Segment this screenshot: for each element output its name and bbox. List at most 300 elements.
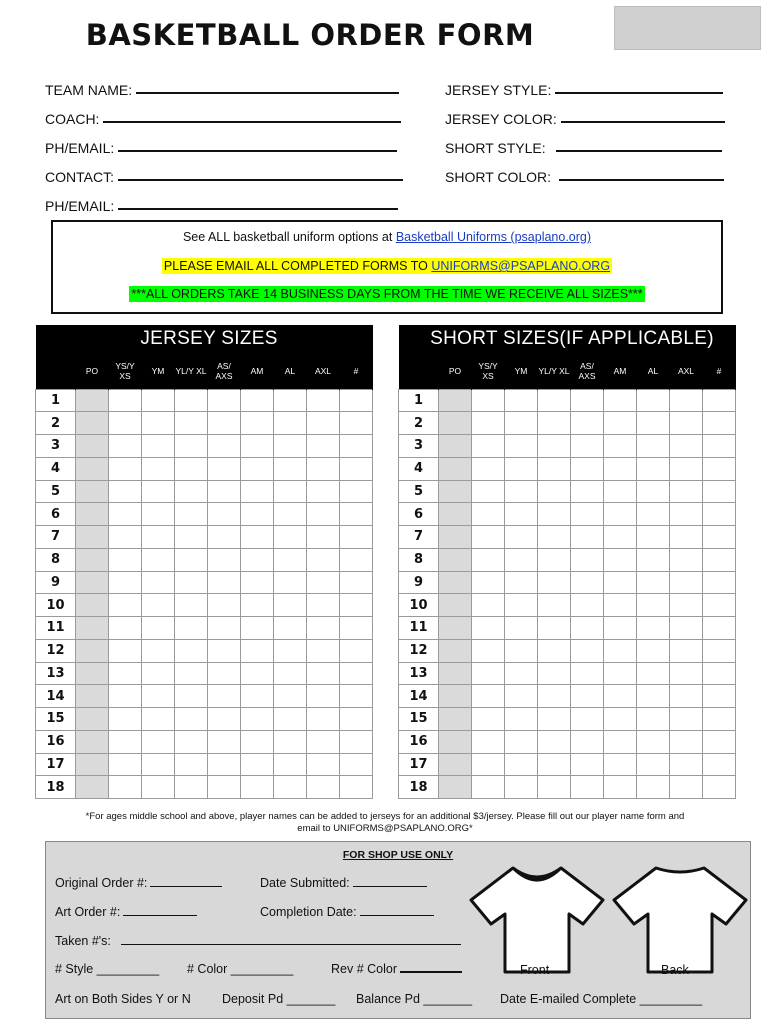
jersey-size-cell[interactable] [142, 730, 175, 753]
contact-ph-email-field[interactable]: PH/EMAIL: [45, 198, 398, 214]
short-size-cell[interactable] [538, 457, 571, 480]
short-size-cell[interactable] [637, 571, 670, 594]
date-submitted-field[interactable]: Date Submitted: [260, 876, 427, 890]
short-size-cell[interactable] [505, 503, 538, 526]
jersey-size-cell[interactable] [241, 571, 274, 594]
short-size-cell[interactable] [637, 730, 670, 753]
jersey-color-field[interactable]: JERSEY COLOR: [445, 111, 725, 127]
jersey-size-cell[interactable] [307, 389, 340, 412]
jersey-size-cell[interactable] [76, 708, 109, 731]
short-size-cell[interactable] [538, 594, 571, 617]
short-size-cell[interactable] [637, 457, 670, 480]
jersey-size-cell[interactable] [208, 662, 241, 685]
short-size-cell[interactable] [538, 776, 571, 799]
short-color-field[interactable]: SHORT COLOR: [445, 169, 724, 185]
short-size-cell[interactable] [670, 617, 703, 640]
short-size-cell[interactable] [439, 753, 472, 776]
jersey-size-cell[interactable] [76, 480, 109, 503]
short-size-cell[interactable] [505, 685, 538, 708]
short-size-cell[interactable] [703, 639, 736, 662]
short-size-cell[interactable] [703, 526, 736, 549]
short-size-cell[interactable] [439, 776, 472, 799]
jersey-size-cell[interactable] [76, 412, 109, 435]
short-size-cell[interactable] [670, 594, 703, 617]
short-size-cell[interactable] [538, 685, 571, 708]
short-size-cell[interactable] [637, 548, 670, 571]
short-size-cell[interactable] [538, 412, 571, 435]
uniforms-link[interactable]: Basketball Uniforms (psaplano.org) [395, 230, 592, 244]
jersey-size-cell[interactable] [208, 412, 241, 435]
jersey-size-cell[interactable] [274, 571, 307, 594]
jersey-size-cell[interactable] [142, 753, 175, 776]
short-size-cell[interactable] [439, 639, 472, 662]
jersey-size-cell[interactable] [274, 548, 307, 571]
short-size-cell[interactable] [505, 730, 538, 753]
short-size-cell[interactable] [604, 480, 637, 503]
jersey-size-cell[interactable] [241, 389, 274, 412]
jersey-size-cell[interactable] [142, 662, 175, 685]
short-size-cell[interactable] [670, 753, 703, 776]
short-size-cell[interactable] [538, 526, 571, 549]
short-size-cell[interactable] [472, 639, 505, 662]
jersey-size-cell[interactable] [208, 753, 241, 776]
jersey-size-cell[interactable] [274, 389, 307, 412]
short-size-cell[interactable] [604, 662, 637, 685]
jersey-size-cell[interactable] [142, 548, 175, 571]
short-size-cell[interactable] [571, 389, 604, 412]
short-size-cell[interactable] [571, 617, 604, 640]
jersey-size-cell[interactable] [76, 503, 109, 526]
short-size-cell[interactable] [472, 730, 505, 753]
short-size-cell[interactable] [670, 776, 703, 799]
jersey-size-cell[interactable] [274, 526, 307, 549]
short-size-cell[interactable] [703, 548, 736, 571]
short-size-cell[interactable] [637, 685, 670, 708]
jersey-size-cell[interactable] [208, 389, 241, 412]
jersey-size-cell[interactable] [307, 685, 340, 708]
short-size-cell[interactable] [571, 662, 604, 685]
jersey-size-cell[interactable] [274, 685, 307, 708]
jersey-size-cell[interactable] [175, 730, 208, 753]
jersey-size-cell[interactable] [208, 457, 241, 480]
jersey-size-cell[interactable] [274, 617, 307, 640]
short-size-cell[interactable] [538, 639, 571, 662]
short-size-cell[interactable] [670, 389, 703, 412]
jersey-size-cell[interactable] [175, 708, 208, 731]
jersey-size-cell[interactable] [109, 662, 142, 685]
short-size-cell[interactable] [637, 617, 670, 640]
jersey-size-cell[interactable] [76, 776, 109, 799]
jersey-style-field[interactable]: JERSEY STYLE: [445, 82, 723, 98]
short-size-cell[interactable] [604, 548, 637, 571]
jersey-size-cell[interactable] [208, 594, 241, 617]
jersey-size-cell[interactable] [109, 435, 142, 458]
taken-numbers-field[interactable]: Taken #'s: [55, 934, 461, 948]
jersey-size-cell[interactable] [109, 457, 142, 480]
short-size-cell[interactable] [538, 753, 571, 776]
short-size-cell[interactable] [505, 753, 538, 776]
jersey-size-cell[interactable] [208, 548, 241, 571]
jersey-size-cell[interactable] [142, 639, 175, 662]
art-both-sides-field[interactable]: Art on Both Sides Y or N [55, 992, 191, 1006]
jersey-size-cell[interactable] [208, 480, 241, 503]
short-size-cell[interactable] [604, 685, 637, 708]
jersey-size-cell[interactable] [241, 730, 274, 753]
jersey-size-cell[interactable] [208, 435, 241, 458]
jersey-size-cell[interactable] [175, 685, 208, 708]
short-size-cell[interactable] [439, 662, 472, 685]
jersey-size-cell[interactable] [340, 662, 373, 685]
original-order-field[interactable]: Original Order #: [55, 876, 222, 890]
short-size-cell[interactable] [670, 685, 703, 708]
jersey-size-cell[interactable] [175, 571, 208, 594]
short-size-cell[interactable] [505, 412, 538, 435]
jersey-size-cell[interactable] [274, 435, 307, 458]
short-size-cell[interactable] [472, 412, 505, 435]
short-size-cell[interactable] [703, 776, 736, 799]
short-size-cell[interactable] [637, 526, 670, 549]
short-size-cell[interactable] [439, 389, 472, 412]
short-size-cell[interactable] [637, 389, 670, 412]
jersey-size-cell[interactable] [109, 776, 142, 799]
short-size-cell[interactable] [538, 503, 571, 526]
jersey-size-cell[interactable] [274, 662, 307, 685]
jersey-size-cell[interactable] [208, 617, 241, 640]
jersey-size-cell[interactable] [241, 639, 274, 662]
short-size-cell[interactable] [571, 571, 604, 594]
jersey-size-cell[interactable] [241, 435, 274, 458]
jersey-size-cell[interactable] [142, 708, 175, 731]
short-style-field[interactable]: SHORT STYLE: [445, 140, 722, 156]
short-size-cell[interactable] [538, 435, 571, 458]
date-emailed-field[interactable]: Date E-mailed Complete _________ [500, 992, 703, 1006]
short-size-cell[interactable] [670, 457, 703, 480]
jersey-size-cell[interactable] [109, 526, 142, 549]
short-size-cell[interactable] [505, 480, 538, 503]
short-size-cell[interactable] [439, 708, 472, 731]
jersey-size-cell[interactable] [109, 480, 142, 503]
short-size-cell[interactable] [472, 594, 505, 617]
jersey-size-cell[interactable] [241, 617, 274, 640]
short-size-cell[interactable] [670, 503, 703, 526]
jersey-size-cell[interactable] [208, 571, 241, 594]
coach-ph-email-field[interactable]: PH/EMAIL: [45, 140, 397, 156]
short-size-cell[interactable] [571, 503, 604, 526]
jersey-size-cell[interactable] [109, 548, 142, 571]
jersey-size-cell[interactable] [142, 389, 175, 412]
short-size-cell[interactable] [538, 548, 571, 571]
jersey-size-cell[interactable] [241, 526, 274, 549]
jersey-size-cell[interactable] [274, 480, 307, 503]
jersey-size-cell[interactable] [274, 457, 307, 480]
short-size-cell[interactable] [703, 435, 736, 458]
short-size-cell[interactable] [670, 708, 703, 731]
jersey-size-cell[interactable] [175, 480, 208, 503]
jersey-size-cell[interactable] [76, 685, 109, 708]
jersey-size-cell[interactable] [274, 639, 307, 662]
short-size-cell[interactable] [538, 480, 571, 503]
jersey-size-cell[interactable] [208, 639, 241, 662]
color-field[interactable]: # Color _________ [187, 962, 294, 976]
jersey-size-cell[interactable] [241, 753, 274, 776]
jersey-size-cell[interactable] [175, 412, 208, 435]
jersey-size-cell[interactable] [340, 730, 373, 753]
jersey-size-cell[interactable] [142, 776, 175, 799]
jersey-size-cell[interactable] [175, 526, 208, 549]
team-name-field[interactable]: TEAM NAME: [45, 82, 399, 98]
jersey-size-cell[interactable] [109, 412, 142, 435]
jersey-size-cell[interactable] [208, 730, 241, 753]
jersey-size-cell[interactable] [208, 708, 241, 731]
short-size-cell[interactable] [505, 594, 538, 617]
jersey-size-cell[interactable] [208, 685, 241, 708]
jersey-size-cell[interactable] [109, 753, 142, 776]
short-size-cell[interactable] [703, 457, 736, 480]
jersey-size-cell[interactable] [76, 457, 109, 480]
jersey-size-cell[interactable] [142, 435, 175, 458]
jersey-size-cell[interactable] [241, 548, 274, 571]
jersey-size-cell[interactable] [76, 435, 109, 458]
jersey-size-cell[interactable] [76, 730, 109, 753]
short-size-cell[interactable] [505, 708, 538, 731]
jersey-size-cell[interactable] [76, 389, 109, 412]
short-size-cell[interactable] [439, 503, 472, 526]
jersey-size-cell[interactable] [340, 503, 373, 526]
jersey-size-cell[interactable] [142, 526, 175, 549]
short-size-cell[interactable] [637, 776, 670, 799]
short-size-cell[interactable] [703, 617, 736, 640]
short-size-cell[interactable] [505, 662, 538, 685]
jersey-size-cell[interactable] [340, 776, 373, 799]
short-size-cell[interactable] [703, 412, 736, 435]
short-size-cell[interactable] [439, 548, 472, 571]
short-size-cell[interactable] [670, 526, 703, 549]
short-size-cell[interactable] [703, 389, 736, 412]
rev-color-field[interactable]: Rev # Color [331, 962, 462, 976]
jersey-size-cell[interactable] [340, 389, 373, 412]
coach-field[interactable]: COACH: [45, 111, 401, 127]
short-size-cell[interactable] [604, 594, 637, 617]
jersey-size-cell[interactable] [76, 526, 109, 549]
short-size-cell[interactable] [571, 480, 604, 503]
short-size-cell[interactable] [505, 548, 538, 571]
short-size-cell[interactable] [538, 617, 571, 640]
jersey-size-cell[interactable] [175, 503, 208, 526]
short-size-cell[interactable] [604, 435, 637, 458]
short-size-cell[interactable] [703, 730, 736, 753]
short-size-cell[interactable] [439, 457, 472, 480]
jersey-size-cell[interactable] [307, 730, 340, 753]
short-size-cell[interactable] [439, 730, 472, 753]
short-size-cell[interactable] [505, 639, 538, 662]
jersey-size-cell[interactable] [175, 594, 208, 617]
short-size-cell[interactable] [571, 412, 604, 435]
short-size-cell[interactable] [703, 753, 736, 776]
short-size-cell[interactable] [571, 685, 604, 708]
jersey-size-cell[interactable] [340, 548, 373, 571]
jersey-size-cell[interactable] [241, 503, 274, 526]
jersey-size-cell[interactable] [76, 662, 109, 685]
jersey-size-cell[interactable] [274, 594, 307, 617]
short-size-cell[interactable] [703, 708, 736, 731]
jersey-size-cell[interactable] [274, 503, 307, 526]
jersey-size-cell[interactable] [274, 753, 307, 776]
jersey-size-cell[interactable] [307, 503, 340, 526]
short-size-cell[interactable] [472, 435, 505, 458]
short-size-cell[interactable] [571, 730, 604, 753]
short-size-cell[interactable] [472, 457, 505, 480]
jersey-size-cell[interactable] [307, 548, 340, 571]
jersey-size-cell[interactable] [241, 457, 274, 480]
short-size-cell[interactable] [637, 503, 670, 526]
short-size-cell[interactable] [703, 594, 736, 617]
short-size-cell[interactable] [703, 480, 736, 503]
short-size-cell[interactable] [472, 662, 505, 685]
jersey-size-cell[interactable] [175, 617, 208, 640]
short-size-cell[interactable] [472, 548, 505, 571]
email-link[interactable]: UNIFORMS@PSAPLANO.ORG [431, 259, 611, 273]
jersey-size-cell[interactable] [241, 685, 274, 708]
short-size-cell[interactable] [571, 435, 604, 458]
short-size-cell[interactable] [571, 708, 604, 731]
short-size-cell[interactable] [637, 412, 670, 435]
short-size-cell[interactable] [505, 776, 538, 799]
jersey-size-cell[interactable] [142, 594, 175, 617]
jersey-size-cell[interactable] [175, 457, 208, 480]
jersey-size-cell[interactable] [175, 753, 208, 776]
jersey-size-cell[interactable] [142, 503, 175, 526]
jersey-size-cell[interactable] [208, 776, 241, 799]
jersey-size-cell[interactable] [307, 639, 340, 662]
short-size-cell[interactable] [505, 389, 538, 412]
jersey-size-cell[interactable] [241, 776, 274, 799]
jersey-size-cell[interactable] [175, 662, 208, 685]
jersey-size-cell[interactable] [274, 776, 307, 799]
short-size-cell[interactable] [472, 708, 505, 731]
jersey-size-cell[interactable] [109, 639, 142, 662]
jersey-size-cell[interactable] [274, 730, 307, 753]
jersey-size-cell[interactable] [142, 685, 175, 708]
jersey-size-cell[interactable] [241, 412, 274, 435]
jersey-size-cell[interactable] [307, 480, 340, 503]
short-size-cell[interactable] [670, 639, 703, 662]
jersey-size-cell[interactable] [241, 594, 274, 617]
short-size-cell[interactable] [604, 730, 637, 753]
short-size-cell[interactable] [637, 708, 670, 731]
short-size-cell[interactable] [571, 639, 604, 662]
jersey-size-cell[interactable] [340, 617, 373, 640]
short-size-cell[interactable] [472, 571, 505, 594]
jersey-size-cell[interactable] [340, 594, 373, 617]
jersey-size-cell[interactable] [175, 548, 208, 571]
short-size-cell[interactable] [571, 548, 604, 571]
short-size-cell[interactable] [637, 662, 670, 685]
jersey-size-cell[interactable] [175, 435, 208, 458]
jersey-size-cell[interactable] [340, 412, 373, 435]
short-size-cell[interactable] [670, 662, 703, 685]
jersey-size-cell[interactable] [340, 753, 373, 776]
balance-field[interactable]: Balance Pd _______ [356, 992, 473, 1006]
jersey-size-cell[interactable] [76, 594, 109, 617]
contact-field[interactable]: CONTACT: [45, 169, 403, 185]
jersey-size-cell[interactable] [208, 526, 241, 549]
short-size-cell[interactable] [670, 435, 703, 458]
jersey-size-cell[interactable] [109, 617, 142, 640]
jersey-size-cell[interactable] [340, 685, 373, 708]
jersey-size-cell[interactable] [307, 435, 340, 458]
short-size-cell[interactable] [571, 753, 604, 776]
jersey-size-cell[interactable] [76, 639, 109, 662]
short-size-cell[interactable] [670, 730, 703, 753]
short-size-cell[interactable] [604, 389, 637, 412]
style-field[interactable]: # Style _________ [55, 962, 160, 976]
short-size-cell[interactable] [472, 526, 505, 549]
jersey-size-cell[interactable] [274, 412, 307, 435]
jersey-size-cell[interactable] [307, 776, 340, 799]
short-size-cell[interactable] [604, 571, 637, 594]
jersey-size-cell[interactable] [340, 639, 373, 662]
short-size-cell[interactable] [670, 480, 703, 503]
short-size-cell[interactable] [670, 412, 703, 435]
short-size-cell[interactable] [637, 753, 670, 776]
short-size-cell[interactable] [604, 526, 637, 549]
short-size-cell[interactable] [439, 685, 472, 708]
jersey-size-cell[interactable] [307, 708, 340, 731]
short-size-cell[interactable] [538, 730, 571, 753]
jersey-size-cell[interactable] [142, 617, 175, 640]
short-size-cell[interactable] [472, 753, 505, 776]
jersey-size-cell[interactable] [208, 503, 241, 526]
short-size-cell[interactable] [637, 639, 670, 662]
short-size-cell[interactable] [505, 435, 538, 458]
jersey-size-cell[interactable] [142, 480, 175, 503]
jersey-size-cell[interactable] [340, 480, 373, 503]
jersey-size-cell[interactable] [307, 526, 340, 549]
short-size-cell[interactable] [538, 662, 571, 685]
short-size-cell[interactable] [538, 708, 571, 731]
jersey-size-cell[interactable] [109, 730, 142, 753]
jersey-size-cell[interactable] [340, 526, 373, 549]
jersey-size-cell[interactable] [340, 708, 373, 731]
short-size-cell[interactable] [439, 412, 472, 435]
jersey-size-cell[interactable] [142, 571, 175, 594]
short-size-cell[interactable] [505, 526, 538, 549]
jersey-size-cell[interactable] [175, 776, 208, 799]
short-size-cell[interactable] [439, 571, 472, 594]
short-size-cell[interactable] [472, 389, 505, 412]
short-size-cell[interactable] [703, 685, 736, 708]
completion-date-field[interactable]: Completion Date: [260, 905, 434, 919]
short-size-cell[interactable] [571, 594, 604, 617]
short-size-cell[interactable] [439, 617, 472, 640]
jersey-size-cell[interactable] [241, 708, 274, 731]
jersey-size-cell[interactable] [340, 457, 373, 480]
jersey-size-cell[interactable] [175, 639, 208, 662]
art-order-field[interactable]: Art Order #: [55, 905, 197, 919]
jersey-size-cell[interactable] [109, 571, 142, 594]
short-size-cell[interactable] [604, 503, 637, 526]
short-size-cell[interactable] [571, 526, 604, 549]
jersey-size-cell[interactable] [241, 662, 274, 685]
jersey-size-cell[interactable] [76, 617, 109, 640]
jersey-size-cell[interactable] [340, 435, 373, 458]
short-size-cell[interactable] [472, 503, 505, 526]
short-size-cell[interactable] [571, 776, 604, 799]
short-size-cell[interactable] [505, 617, 538, 640]
short-size-cell[interactable] [604, 457, 637, 480]
jersey-size-cell[interactable] [241, 480, 274, 503]
jersey-size-cell[interactable] [142, 412, 175, 435]
